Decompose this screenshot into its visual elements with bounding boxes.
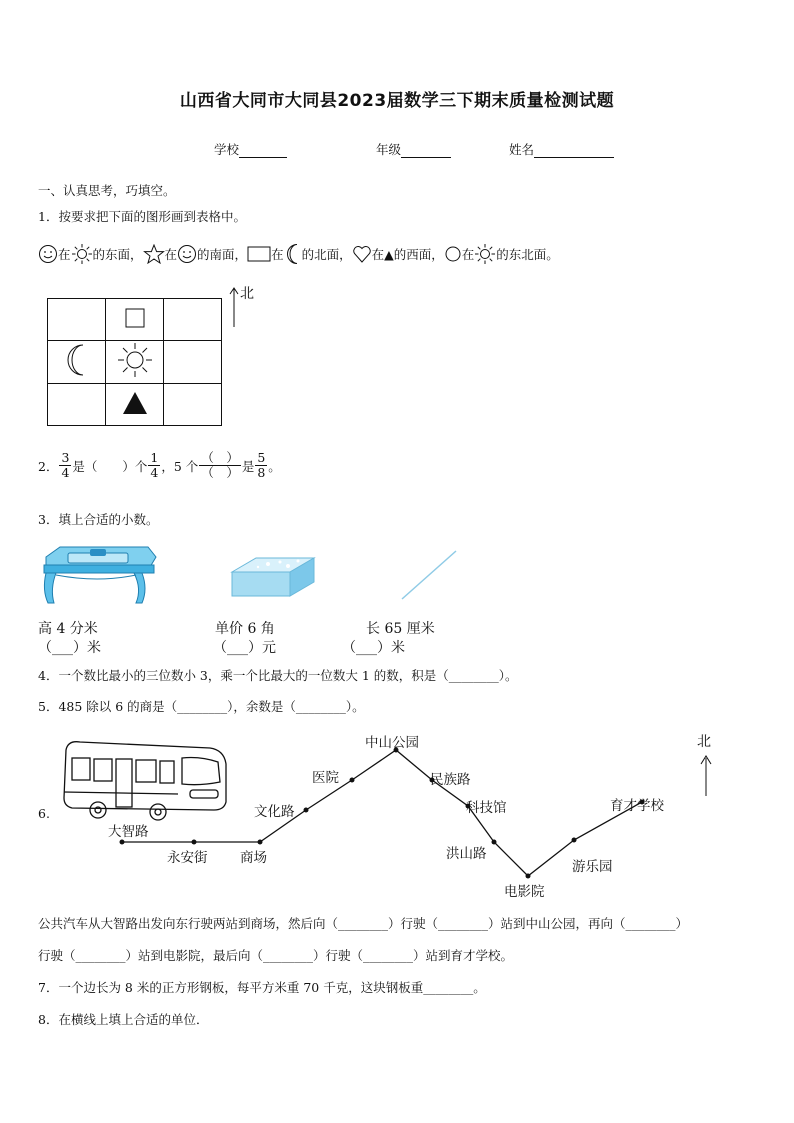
grid-cell[interactable] — [164, 341, 222, 384]
instr-text: 的南面， — [197, 247, 248, 262]
denominator: 8 — [257, 465, 266, 480]
section-heading: 一、认真思考，巧填空。 — [38, 183, 176, 198]
fraction — [59, 451, 71, 480]
stop-label: 医院 — [312, 770, 339, 786]
q1-instruction — [38, 243, 559, 265]
line-segment-image — [398, 547, 460, 603]
bus-route-map — [60, 728, 760, 904]
moon-icon — [62, 343, 92, 377]
question-1: 1．按要求把下面的图形画到表格中。 — [38, 209, 246, 224]
table-image — [38, 545, 158, 609]
name-blank[interactable] — [534, 144, 614, 158]
school-label: 学校 — [214, 142, 240, 157]
q3-answer-price[interactable]: （___）元 — [213, 640, 276, 656]
stop-label: 中山公园 — [365, 735, 419, 751]
instr-text: 在 — [461, 247, 475, 262]
heart-icon — [352, 244, 372, 264]
instr-text: 在 — [271, 247, 284, 262]
numerator: （ ） — [201, 450, 239, 465]
eraser-image — [228, 554, 318, 600]
sun-icon — [71, 243, 93, 265]
stop-label: 民族路 — [430, 772, 471, 788]
numerator: 3 — [61, 450, 70, 465]
instr-text: 在 — [164, 247, 178, 262]
q3-label-length: 长 65 厘米 — [366, 621, 435, 637]
instr-text: 的东北面。 — [496, 247, 559, 262]
smiley-icon — [38, 244, 58, 264]
q2-text: 。 — [268, 458, 281, 474]
stop-label: 洪山路 — [446, 846, 487, 862]
sun-icon — [116, 341, 154, 379]
instr-text: 在 — [58, 247, 71, 262]
question-6-number: 6. — [38, 806, 50, 821]
triangle-icon — [121, 390, 149, 416]
question-5: 5．485 除以 6 的商是（________），余数是（________）。 — [38, 699, 365, 714]
q2-text: 是（ ）个 — [72, 458, 148, 474]
instr-text: 的东面， — [92, 247, 143, 262]
name-field — [509, 140, 614, 158]
q3-answer-height[interactable]: （___）米 — [38, 640, 101, 656]
question-6-line-2: 行驶（________）站到电影院，最后向（________）行驶（________）站到育才学校。 — [38, 948, 514, 963]
school-blank[interactable] — [239, 144, 287, 158]
q2-text: ，5 个 — [161, 458, 199, 474]
question-4: 4．一个数比最小的三位数小 3，乘一个比最大的一位数大 1 的数，积是（________）。 — [38, 668, 518, 683]
instr-text: 的北面， — [301, 247, 352, 262]
school-field — [214, 140, 287, 158]
grid-cell[interactable] — [48, 299, 106, 341]
stop-label: 永安街 — [167, 850, 208, 866]
fraction — [148, 451, 160, 480]
north-label: 北 — [697, 734, 711, 750]
q3-label-price: 单价 6 角 — [215, 621, 275, 637]
grid-cell[interactable] — [106, 341, 164, 384]
grid-cell[interactable] — [106, 384, 164, 426]
question-6-line-1: 公共汽车从大智路出发向东行驶两站到商场，然后向（________）行驶（________）站到中山公园，再向（________） — [38, 916, 689, 931]
stop-label: 大智路 — [108, 824, 149, 840]
blank-fraction[interactable] — [199, 451, 241, 480]
instr-text: 在▲的西面， — [371, 247, 444, 262]
question-8: 8．在横线上填上合适的单位． — [38, 1012, 209, 1027]
stop-label: 育才学校 — [610, 798, 664, 814]
moon-icon — [284, 243, 302, 265]
north-arrow-icon — [701, 756, 711, 796]
rectangle-icon — [247, 246, 271, 262]
shape-grid — [47, 298, 222, 426]
page-title: 山西省大同市大同县2023届数学三下期末质量检测试题 — [179, 91, 615, 111]
name-label: 姓名 — [509, 142, 535, 157]
denominator: 4 — [150, 465, 159, 480]
grid-cell[interactable] — [106, 299, 164, 341]
question-7: 7．一个边长为 8 米的正方形钢板，每平方米重 70 千克，这块钢板重________。 — [38, 980, 486, 995]
grid-cell[interactable] — [164, 384, 222, 426]
fraction — [255, 451, 267, 480]
grade-blank[interactable] — [401, 144, 451, 158]
bus-icon — [64, 742, 226, 820]
denominator: （ ） — [201, 465, 239, 480]
q2-number: 2． — [38, 458, 59, 474]
smiley-icon — [177, 244, 197, 264]
grid-cell[interactable] — [164, 299, 222, 341]
north-label: 北 — [240, 286, 254, 302]
circle-icon — [444, 245, 462, 263]
stop-label: 游乐园 — [572, 859, 613, 875]
q2-text: 是 — [241, 458, 255, 474]
grade-field — [376, 140, 451, 158]
square-icon — [124, 307, 146, 329]
question-2 — [38, 451, 281, 480]
grid-cell[interactable] — [48, 384, 106, 426]
star-icon — [143, 244, 165, 264]
stop-label: 商场 — [240, 850, 267, 866]
denominator: 4 — [61, 465, 70, 480]
grid-cell[interactable] — [48, 341, 106, 384]
numerator: 1 — [150, 450, 159, 465]
stop-label: 文化路 — [254, 804, 295, 820]
grade-label: 年级 — [376, 142, 402, 157]
sun-icon — [474, 243, 496, 265]
stop-label: 科技馆 — [466, 800, 507, 816]
question-3: 3．填上合适的小数。 — [38, 512, 159, 527]
q3-label-height: 高 4 分米 — [38, 621, 98, 637]
q3-answer-length[interactable]: （___）米 — [342, 640, 405, 656]
numerator: 5 — [257, 450, 266, 465]
stop-label: 电影院 — [504, 884, 545, 900]
